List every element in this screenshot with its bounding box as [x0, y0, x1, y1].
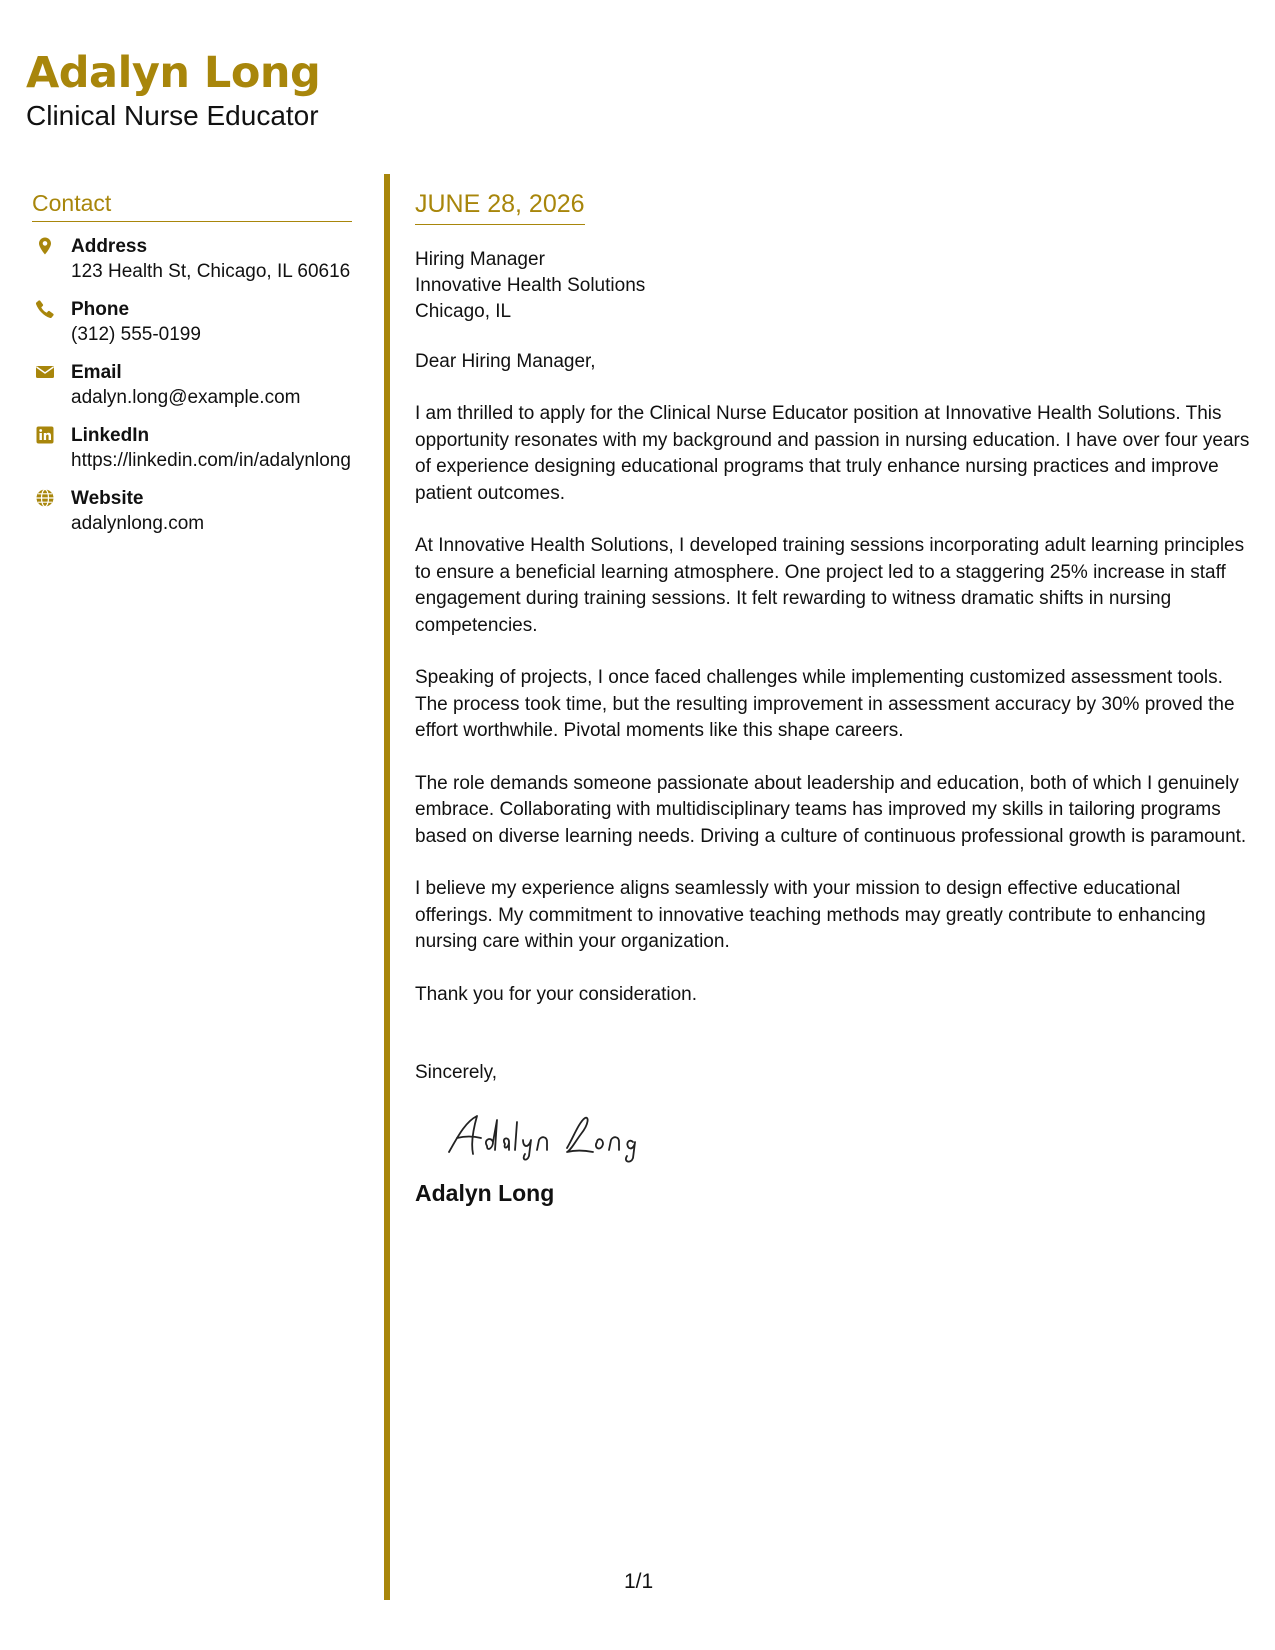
contact-website	[32, 486, 352, 536]
phone-label: Phone	[71, 299, 130, 320]
email-label: Email	[71, 362, 122, 383]
greeting: Dear Hiring Manager,	[415, 351, 596, 372]
contact-sidebar	[32, 190, 352, 549]
phone-icon	[35, 299, 55, 319]
contact-email	[32, 360, 352, 410]
email-value[interactable]: adalyn.long@example.com	[71, 387, 301, 408]
linkedin-icon	[35, 425, 55, 445]
closing: Sincerely,	[415, 1061, 498, 1083]
website-value[interactable]: adalynlong.com	[71, 513, 205, 534]
page-number: 1/1	[624, 1570, 654, 1593]
recipient-location: Chicago, IL	[415, 301, 512, 322]
handwritten-signature	[443, 1108, 663, 1166]
paragraph: I am thrilled to apply for the Clinical Nurse Educator position at Innovative Health Solutions. This opportunity resonates with my background and passion in nursing education. I have over four years of experience designing educational programs that truly enhance nursing practices and improve patient outcomes.	[415, 403, 1250, 504]
thanks-line: Thank you for your consideration.	[415, 983, 697, 1005]
website-label: Website	[71, 488, 144, 509]
linkedin-label: LinkedIn	[71, 425, 150, 446]
applicant-title: Clinical Nurse Educator	[26, 100, 319, 131]
letter-body	[415, 190, 1250, 1207]
contact-address	[32, 234, 352, 284]
contact-heading: Contact	[32, 190, 352, 222]
contact-linkedin	[32, 423, 352, 473]
recipient-block	[415, 247, 1250, 325]
vertical-divider	[384, 174, 390, 1600]
letter-date: JUNE 28, 2026	[415, 190, 585, 225]
paragraph: I believe my experience aligns seamlessly with your mission to design effective educational offerings. My commitment to innovative teaching methods may greatly contribute to enhancing nursing care within your organization.	[415, 878, 1206, 952]
linkedin-value[interactable]: https://linkedin.com/in/adalynlong	[71, 450, 351, 471]
applicant-name: Adalyn Long	[26, 48, 321, 98]
address-value: 123 Health St, Chicago, IL 60616	[71, 261, 351, 282]
recipient-name: Hiring Manager	[415, 249, 545, 270]
paragraph: At Innovative Health Solutions, I developed training sessions incorporating adult learning principles to ensure a beneficial learning atmosphere. One project led to a staggering 25% increase in staff engagement during training sessions. It felt rewarding to witness dramatic shifts in nursing competencies.	[415, 535, 1245, 636]
recipient-company: Innovative Health Solutions	[415, 275, 646, 296]
address-label: Address	[71, 236, 148, 257]
paragraph: The role demands someone passionate about leadership and education, both of which I genuinely embrace. Collaborating with multidisciplinary teams has improved my skills in tailoring programs based on diverse learning needs. Driving a culture of continuous professional growth is paramount.	[415, 772, 1247, 847]
paragraph: Speaking of projects, I once faced challenges while implementing customized assessment tools. The process took time, but the resulting improvement in assessment accuracy by 30% proved the effort worthwhile. Pivotal moments like this shape careers.	[415, 667, 1235, 741]
envelope-icon	[35, 362, 55, 382]
phone-value: (312) 555-0199	[71, 324, 201, 345]
contact-phone	[32, 297, 352, 347]
map-pin-icon	[35, 236, 55, 256]
globe-icon	[35, 488, 55, 508]
signer-name: Adalyn Long	[415, 1179, 555, 1206]
